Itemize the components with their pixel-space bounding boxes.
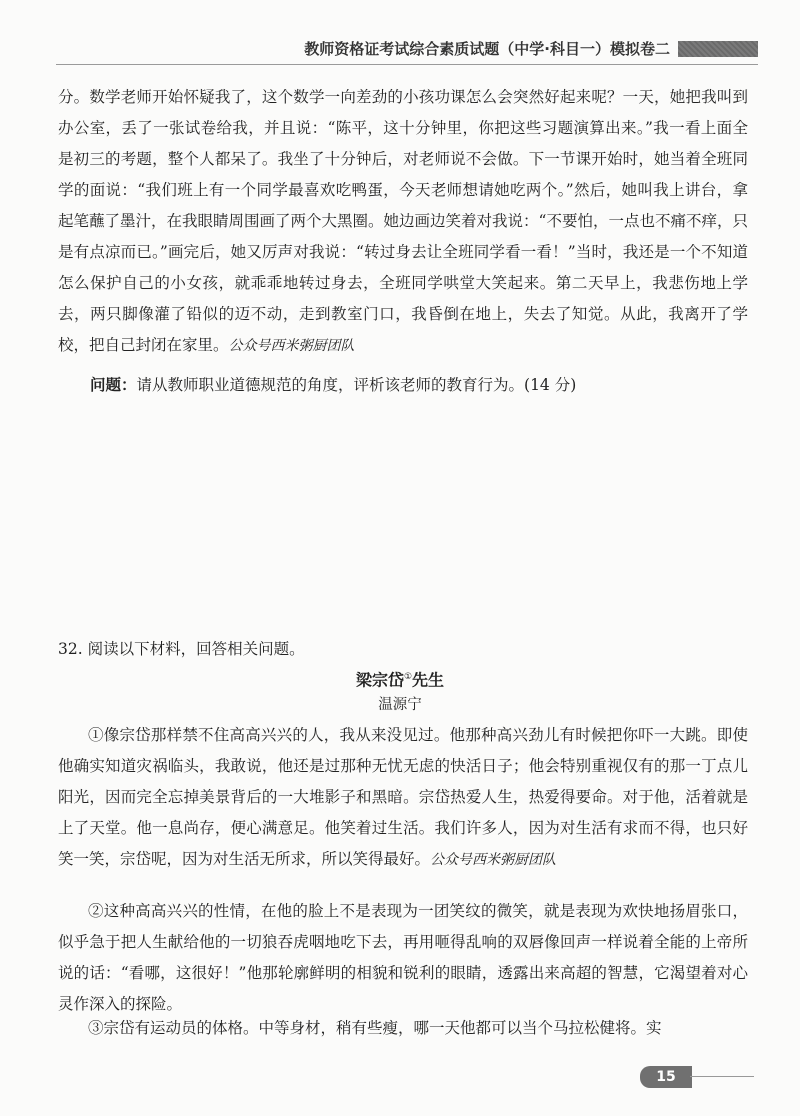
header-decoration-bar <box>678 41 758 57</box>
question-text: 请从教师职业道德规范的角度，评析该老师的教育行为。(14 分) <box>136 376 577 394</box>
article-paragraph-3: ③宗岱有运动员的体格。中等身材，稍有些瘦，哪一天他都可以当个马拉松健将。实 <box>88 1019 662 1037</box>
footnote-mark: ① <box>403 672 413 682</box>
article-title-suffix: 先生 <box>412 670 445 690</box>
question-label: 问题： <box>90 376 137 394</box>
question-32-prompt: 32. 阅读以下材料，回答相关问题。 <box>58 640 305 658</box>
question-31 <box>90 370 576 401</box>
watermark-text-2: 公众号西米粥厨团队 <box>430 852 557 868</box>
header-title: 教师资格证考试综合素质试题（中学·科目一）模拟卷二 <box>304 40 670 58</box>
watermark-text: 公众号西米粥厨团队 <box>228 338 355 354</box>
article-title <box>0 664 800 693</box>
footer-rule <box>690 1076 754 1077</box>
header-rule <box>56 64 758 65</box>
passage-paragraph <box>58 82 748 362</box>
article-author: 温源宁 <box>378 697 422 713</box>
article-paragraph-1 <box>58 720 748 876</box>
article-title-name: 梁宗岱 <box>355 670 404 690</box>
article-p1-text: ①像宗岱那样禁不住高高兴兴的人，我从来没见过。他那种高兴劲儿有时候把你吓一大跳。即使他确实知道灾祸临头，我敢说，他还是过那种无忧无虑的快活日子；他会特别重视仅有的那一丁点儿阳光，因而完全忘掉美景背后的一大堆影子和黑暗。宗岱热爱人生，热爱得要命。对于他，活着就是上了天堂。他一息尚存，便心满意足。他笑着过生活。我们许多人，因为对生活有求而不得，也只好笑一笑，宗岱呢，因为对生活无所求，所以笑得最好。 <box>58 726 748 868</box>
article-paragraph-2: ②这种高高兴兴的性情，在他的脸上不是表现为一团笑纹的微笑，就是表现为欢快地扬眉张口，似乎急于把人生献给他的一切狼吞虎咽地吃下去，再用咂得乱响的双唇像回声一样说着全能的上帝所说的话：“看哪，这很好！”他那轮廓鲜明的相貌和锐利的眼睛，透露出来高超的智慧，它渴望着对心灵作深入的探险。 <box>58 902 748 1013</box>
page-header <box>0 38 800 60</box>
page-number: 15 <box>640 1066 692 1088</box>
passage-text: 分。数学老师开始怀疑我了，这个数学一向差劲的小孩功课怎么会突然好起来呢？一天，她把我叫到办公室，丢了一张试卷给我，并且说：“陈平，这十分钟里，你把这些习题演算出来。”我一看上面全是初三的考题，整个人都呆了。我坐了十分钟后，对老师说不会做。下一节课开始时，她当着全班同学的面说：“我们班上有一个同学最喜欢吃鸭蛋，今天老师想请她吃两个。”然后，她叫我上讲台，拿起笔蘸了墨汁，在我眼睛周围画了两个大黑圈。她边画边笑着对我说：“不要怕，一点也不痛不痒，只是有点凉而已。”画完后，她又厉声对我说：“转过身去让全班同学看一看！”当时，我还是一个不知道怎么保护自己的小女孩，就乖乖地转过身去，全班同学哄堂大笑起来。第二天早上，我悲伤地上学去，两只脚像灌了铅似的迈不动，走到教室门口，我昏倒在地上，失去了知觉。从此，我离开了学校，把自己封闭在家里。 <box>58 88 748 354</box>
